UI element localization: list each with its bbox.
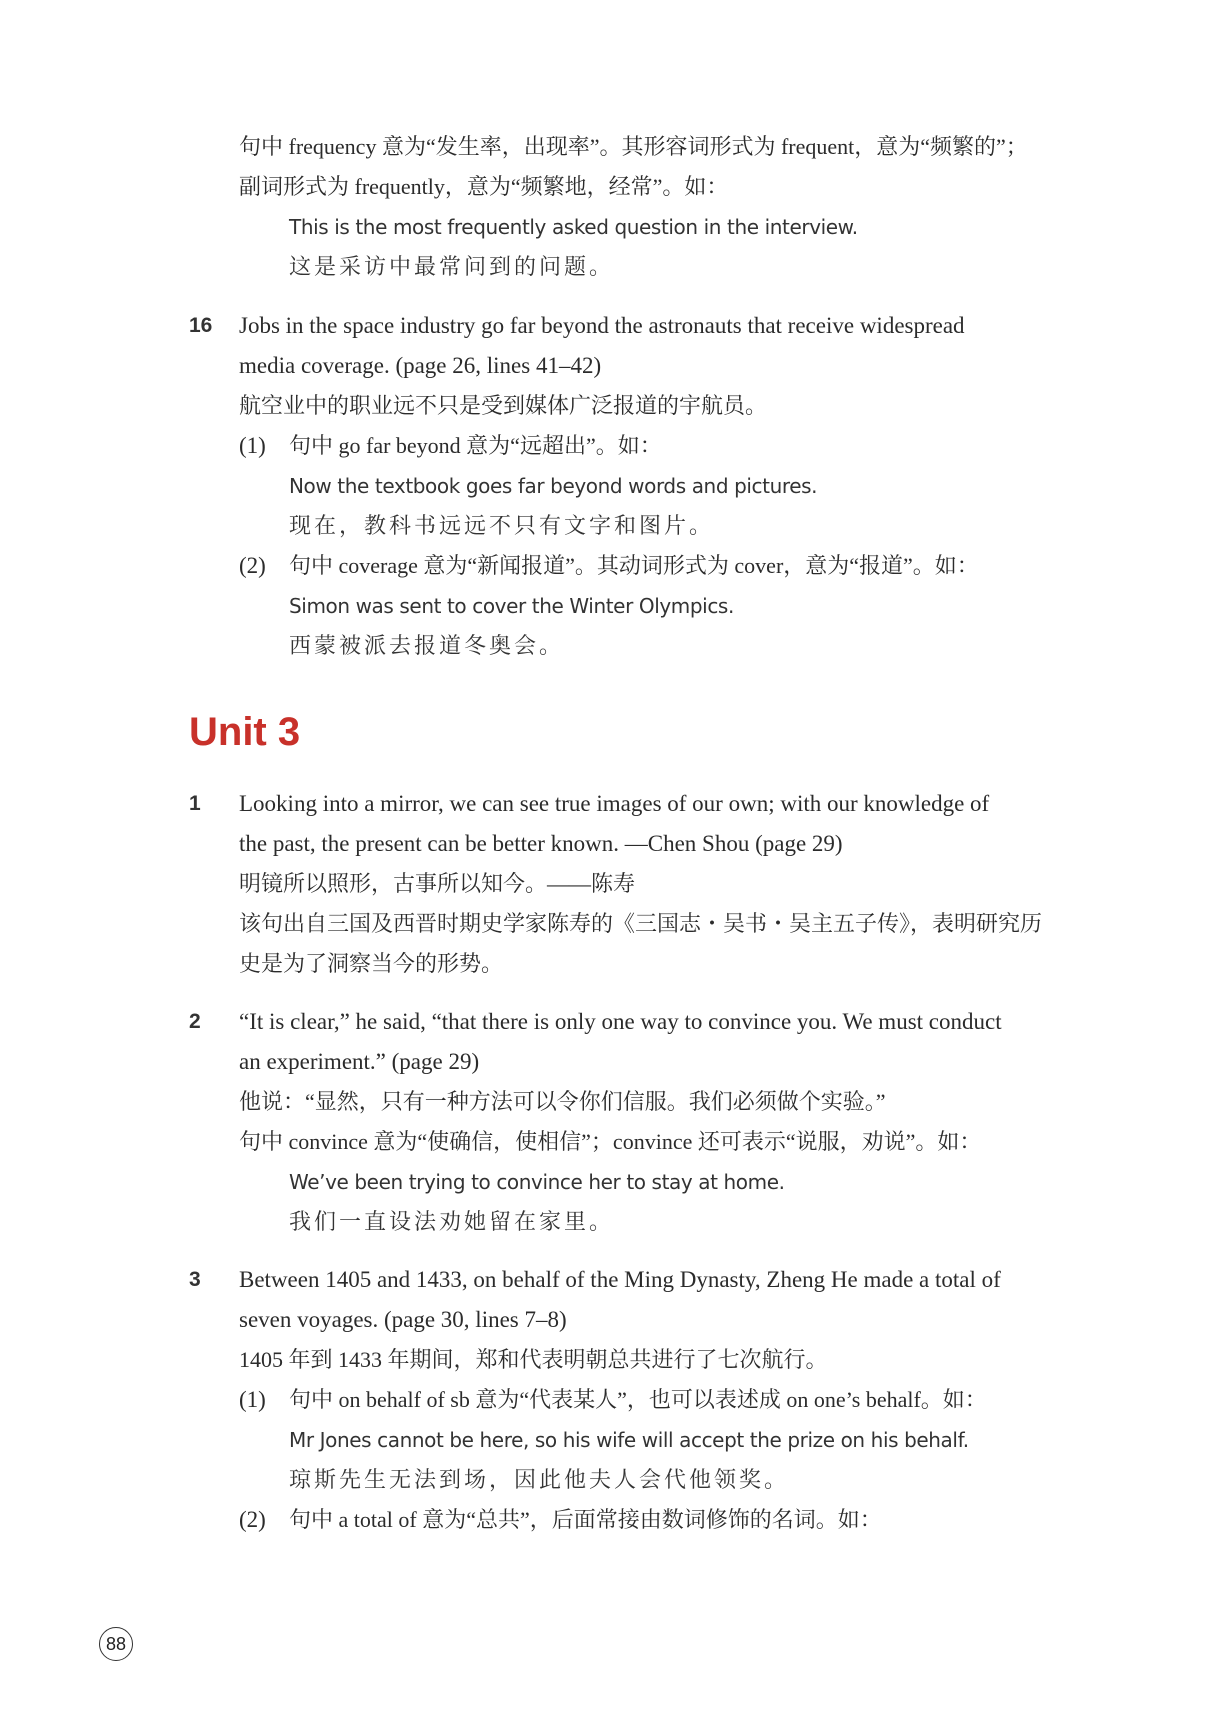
item3-translation: 1405 年到 1433 年期间，郑和代表明朝总共进行了七次航行。: [239, 1347, 828, 1372]
item2-example-cn: 我们一直设法劝她留在家里。: [289, 1209, 615, 1234]
item3-note-1-example-en: Mr Jones cannot be here, so his wife will accept the prize on his behalf.: [289, 1428, 969, 1452]
item16-note-1-example-cn: 现在，教科书远远不只有文字和图片。: [289, 513, 715, 538]
item16-note-2-example-en: Simon was sent to cover the Winter Olympics.: [289, 594, 734, 618]
item16-note-2-example-cn: 西蒙被派去报道冬奥会。: [289, 633, 565, 658]
item16-translation: 航空业中的职业远不只是受到媒体广泛报道的宇航员。: [239, 393, 768, 418]
intro-line-1: 句中 frequency 意为“发生率，出现率”。其形容词形式为 frequent，意为“频繁的”；: [239, 134, 1028, 159]
item1-note-line-2: 史是为了洞察当今的形势。: [239, 951, 504, 976]
intro-line-2: 副词形式为 frequently，意为“频繁地，经常”。如：: [239, 174, 729, 199]
item-number-16: 16: [189, 314, 213, 337]
item1-translation: 明镜所以照形，古事所以知今。——陈寿: [239, 871, 636, 896]
item3-note-1-text: 句中 on behalf of sb 意为“代表某人”，也可以表述成 on one’s behalf。如：: [289, 1387, 987, 1412]
item1-en-line-1: Looking into a mirror, we can see true images of our own; with our knowledge of: [239, 791, 990, 816]
intro-example-en: This is the most frequently asked question in the interview.: [289, 215, 858, 239]
item3-note-1-example-cn: 琼斯先生无法到场，因此他夫人会代他领奖。: [289, 1467, 790, 1492]
intro-example-cn: 这是采访中最常问到的问题。: [289, 254, 615, 279]
unit-title: Unit 3: [189, 710, 301, 754]
item2-translation: 他说：“显然，只有一种方法可以令你们信服。我们必须做个实验。”: [239, 1089, 886, 1114]
item-number-3: 3: [189, 1268, 201, 1291]
item3-note-1-label: (1): [239, 1387, 266, 1412]
item16-note-2-text: 句中 coverage 意为“新闻报道”。其动词形式为 cover，意为“报道”。如：: [289, 553, 979, 578]
item-number-1: 1: [189, 792, 201, 815]
item16-note-1-label: (1): [239, 433, 266, 458]
item1-en-line-2: the past, the present can be better known. —Chen Shou (page 29): [239, 831, 843, 856]
page-number: 88: [99, 1627, 133, 1661]
item3-en-line-2: seven voyages. (page 30, lines 7–8): [239, 1307, 567, 1332]
item16-note-1-text: 句中 go far beyond 意为“远超出”。如：: [289, 433, 662, 458]
item3-note-2-text: 句中 a total of 意为“总共”，后面常接由数词修饰的名词。如：: [289, 1507, 882, 1532]
item16-note-1-example-en: Now the textbook goes far beyond words and pictures.: [289, 474, 818, 498]
item2-en-line-1: “It is clear,” he said, “that there is only one way to convince you. We must conduct: [239, 1009, 1002, 1034]
item16-en-line-2: media coverage. (page 26, lines 41–42): [239, 353, 602, 378]
item16-note-2-label: (2): [239, 553, 266, 578]
item2-en-line-2: an experiment.” (page 29): [239, 1049, 480, 1074]
item2-note: 句中 convince 意为“使确信，使相信”；convince 还可表示“说服，劝说”。如：: [239, 1129, 982, 1154]
item3-note-2-label: (2): [239, 1507, 266, 1532]
item2-example-en: We’ve been trying to convince her to stay at home.: [289, 1170, 785, 1194]
item1-note-line-1: 该句出自三国及西晋时期史学家陈寿的《三国志・吴书・吴主五子传》，表明研究历: [239, 911, 1043, 936]
item3-en-line-1: Between 1405 and 1433, on behalf of the Ming Dynasty, Zheng He made a total of: [239, 1267, 1001, 1292]
item-number-2: 2: [189, 1010, 201, 1033]
item16-en-line-1: Jobs in the space industry go far beyond the astronauts that receive widespread: [239, 313, 965, 338]
